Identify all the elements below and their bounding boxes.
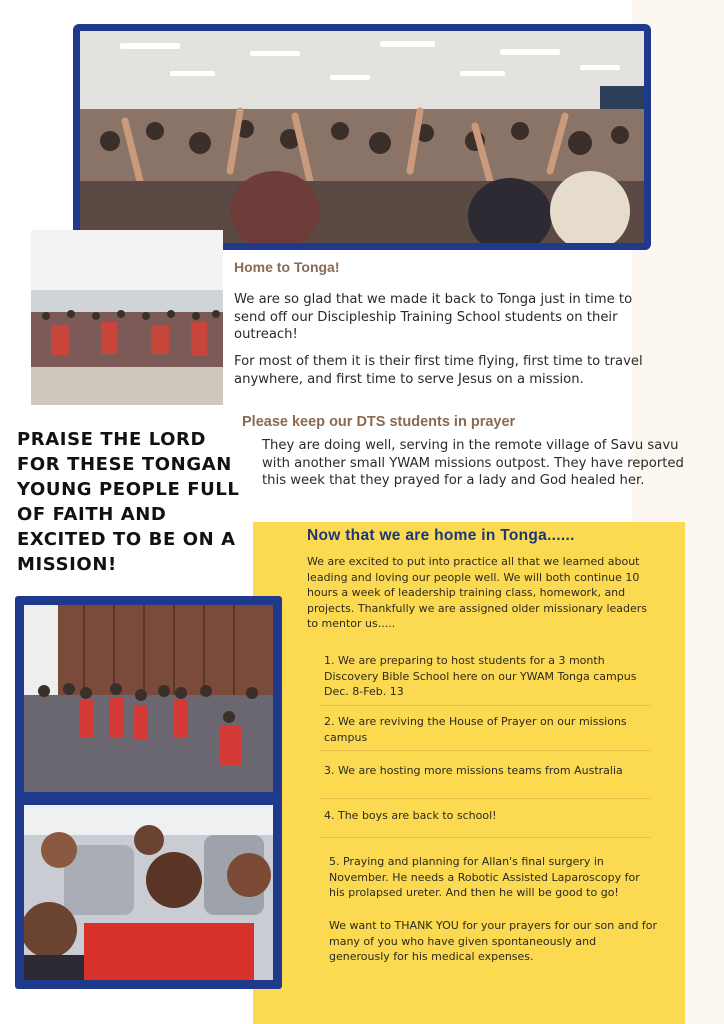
- thank-you-text: We want to THANK YOU for your prayers for our son and for many of you who have given spontaneously and generously for his medical expenses.: [329, 919, 658, 963]
- airplane-selfie-photo: [24, 805, 273, 980]
- home-heading: Home to Tonga!: [234, 259, 340, 275]
- prayer-paragraph: They are doing well, serving in the remote village of Savu savu with another small YWAM missions outpost. They have reported this week that they prayed for a lady and God healed her.: [262, 438, 684, 488]
- praise-statement: PRAISE THE LORD FOR THESE TONGAN YOUNG PEOPLE FULL OF FAITH AND EXCITED TO BE ON A MISSION!: [17, 429, 240, 575]
- list-item-1: 1. We are preparing to host students for a 3 month Discovery Bible School here on our YWAM Tonga campus Dec. 8-Feb. 13: [324, 654, 637, 698]
- beach-group-photo: [31, 230, 223, 405]
- worship-crowd-photo: [80, 31, 644, 243]
- list-item-2: 2. We are reviving the House of Prayer on our missions campus: [324, 715, 627, 744]
- divider-2: [320, 750, 651, 751]
- home-paragraph-1: We are so glad that we made it back to Tonga just in time to send off our Discipleship Training School students on their outreach!: [234, 292, 633, 342]
- divider-3: [320, 798, 651, 799]
- divider-4: [320, 837, 651, 838]
- home-in-tonga-heading: Now that we are home in Tonga......: [307, 527, 575, 544]
- divider-1: [320, 705, 651, 706]
- list-item-3: 3. We are hosting more missions teams from Australia: [324, 764, 623, 777]
- group-indoor-photo: [24, 605, 273, 792]
- prayer-heading: Please keep our DTS students in prayer: [242, 414, 516, 430]
- home-paragraph-2: For most of them it is their first time flying, first time to travel anywhere, and first time to serve Jesus on a mission.: [234, 354, 643, 387]
- list-item-5: 5. Praying and planning for Allan's final surgery in November. He needs a Robotic Assisted Laparoscopy for his prolapsed ureter. And then he will be good to go!: [329, 855, 640, 899]
- yellow-intro: We are excited to put into practice all that we learned about leading and loving our people well. We will both continue 10 hours a week of leadership training class, homework, and projects. Thankfully we are assigned older missionary leaders to mentor us.....: [307, 555, 648, 630]
- list-item-4: 4. The boys are back to school!: [324, 809, 497, 822]
